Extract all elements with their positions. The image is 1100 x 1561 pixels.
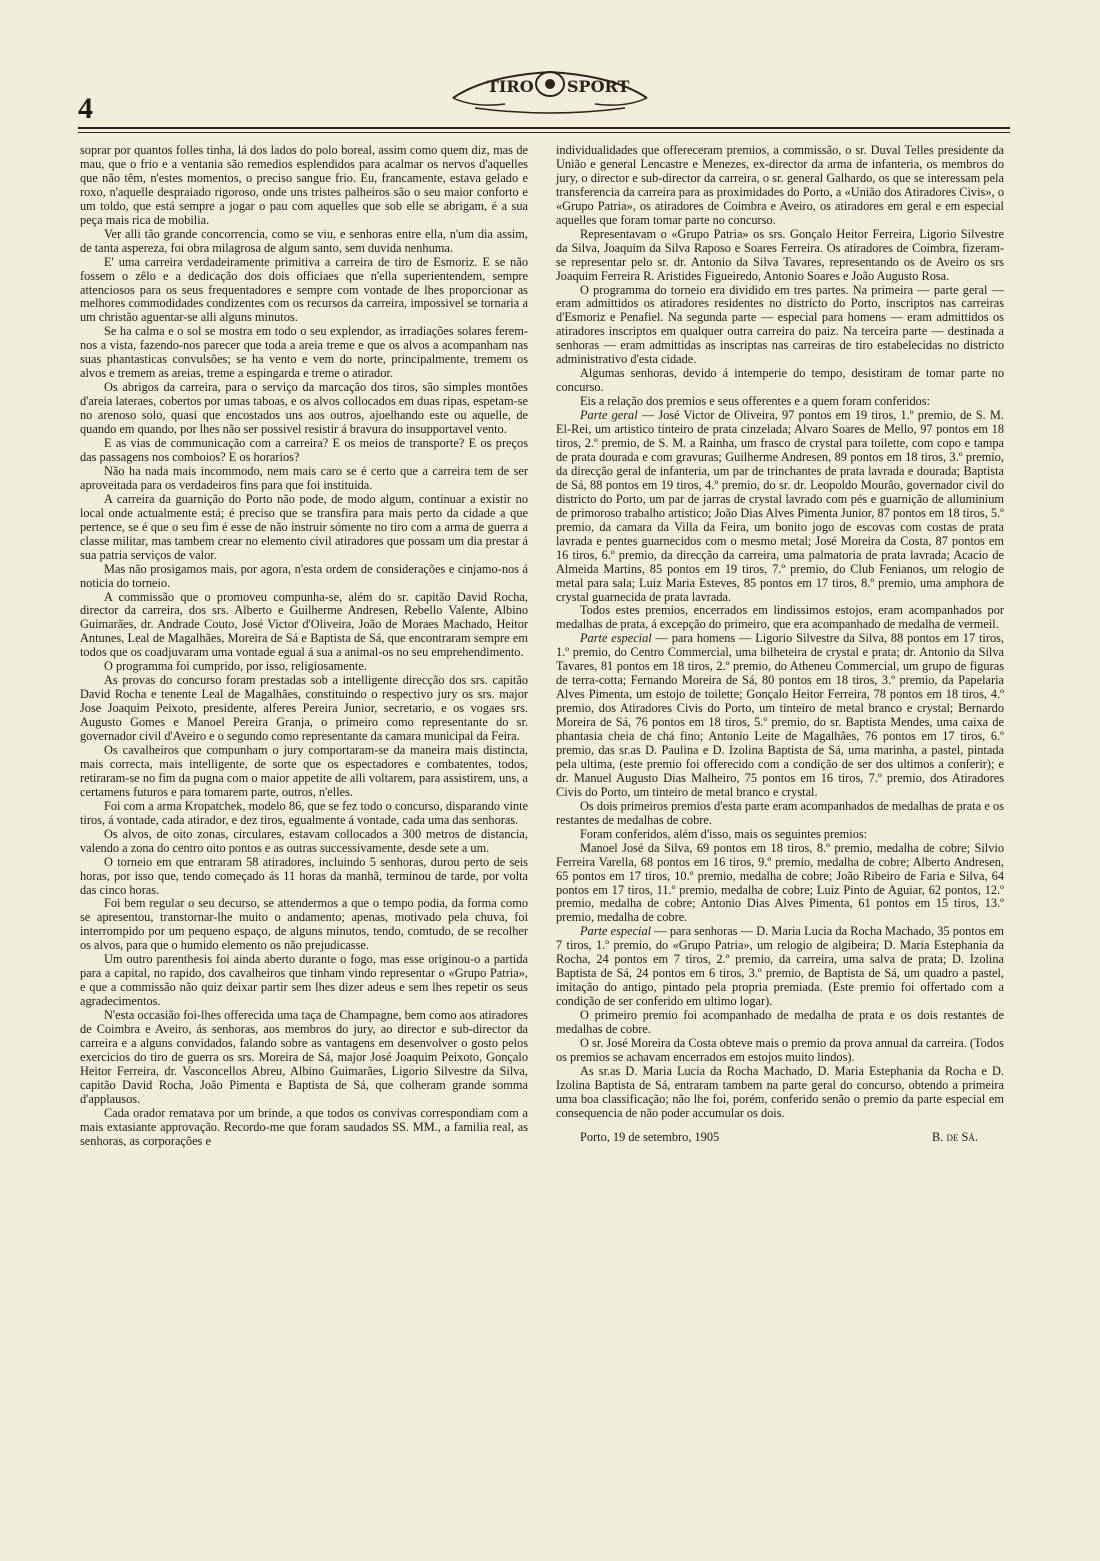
- paragraph: Ver alli tão grande concorrencia, como se viu, e senhoras entre ella, n'um dia assim, de tanta aspereza, foi obra milagrosa de algum santo, sem duvida nenhuma.: [80, 226, 528, 255]
- paragraph: individualidades que offereceram premios, a commissão, o sr. Duval Telles presidente da União e general Lencastre e Menezes, ex-director da arma de infanteria, os membros do jury, o director e sub-director da carreira, o sr. general Galhardo, os que se interessam pela transferencia da carreira para as proximidades do Porto, a «União dos Atiradores Civis», o «Grupo Patria», os atiradores de Coimbra e Aveiro, os atiradores em geral e em especial aquelles que foram tomar parte no concurso.: [556, 143, 1004, 227]
- prize-list-text: — para senhoras — D. Maria Lucia da Rocha Machado, 35 pontos em 7 tiros, 1.º premio, do «Grupo Patria», um relogio de algibeira; D. Maria Estephania da Rocha, 24 pontos em 7 tiros, 2.º premio, da carreira, uma salva de prata; D. Izolina Baptista de Sá, 24 pontos em 6 tiros, 3.º premio, de Baptista de Sá, um quadro a pastel, imitação do antigo, pintado pela propria premiada. (Este premio foi offertado com a condição de ser conferido em ultimo logar).: [556, 924, 1004, 1009]
- paragraph: Cada orador rematava por um brinde, a que todos os convivas correspondiam com a mais extasiante approvação. Recordo-me que foram saudados SS. MM., a familia real, as senhoras, as corporações e: [80, 1105, 528, 1148]
- right-column: [556, 144, 1004, 1145]
- paragraph: As sr.as D. Maria Lucia da Rocha Machado, D. Maria Estephania da Rocha e D. Izolina Baptista de Sá, entraram tambem na parte geral do concurso, obtendo a primeira uma boa classificação; não lhe foi, porém, conferido senão o premio da parte especial em consequencia de não poder accumular os dois.: [556, 1063, 1004, 1120]
- section-heading: Parte especial: [580, 924, 652, 939]
- paragraph: N'esta occasião foi-lhes offerecida uma taça de Champagne, bem como aos atiradores de Coimbra e Aveiro, ás senhoras, aos membros do jury, ao director e sub-director da carreira e a alguns convidados, falando sobre as vantagens em desenvolver o gosto pelos exercicios do tiro de guerra os srs. Moreira de Sá, major José Joaquim Peixoto, Gonçalo Heitor Ferreira, dr. Vasconcellos Abreu, Albino Guimarães, Ligorio Silvestre da Silva, capitão David Rocha, João Pimenta e Baptista de Sá, que colheram grande somma d'applausos.: [80, 1008, 528, 1106]
- prize-list-text: — para homens — Ligorio Silvestre da Silva, 88 pontos em 17 tiros, 1.º premio, do Centro Commercial, uma bilheteira de crystal e prata; dr. Antonio da Silva Tavares, 81 pontos em 18 tiros, 2.º premio, do Atheneu Commercial, um grupo de figuras de terra-cotta; Fernando Moreira de Sá, 80 pontos em 18 tiros, 3.º premio, da Papelaria Alves Pimenta, um estojo de toilette; Gonçalo Heitor Ferreira, 78 pontos em 18 tiros, 4.º premio, dos Atiradores Civis do Porto, um tinteiro de metal branco e crystal; Bernardo Moreira de Sá, 76 pontos em 18 tiros, 5.º premio, do sr. Baptista Mendes, uma caixa de phantasia cheia de chá fino; Antonio Leite de Magalhães, 76 pontos em 17 tiros, 6.º premio, das sr.as D. Paulina e D. Izolina Baptista de Sá, uma marinha, a pastel, pintada pela ultima, (este premio foi offerecido com a condição de ser dos ultimos a conferir); e dr. Manuel Augusto Dias Malheiro, 75 pontos em 16 tiros, 7.º premio, dos Atiradores Civis do Porto, um tinteiro de metal branco e crystal.: [556, 631, 1005, 799]
- paragraph: Não ha nada mais incommodo, nem mais caro se é certo que a carreira tem de ser aproveitada para os verdadeiros fins para que foi instituida.: [80, 463, 528, 492]
- section-heading: Parte geral: [580, 408, 638, 423]
- header-rule-thin: [78, 132, 1010, 133]
- page-number: 4: [78, 92, 93, 125]
- paragraph: Foram conferidos, além d'isso, mais os seguintes premios:: [580, 826, 868, 841]
- place-date: Porto, 19 de setembro, 1905: [580, 1129, 720, 1144]
- prize-list-parte-especial-senhoras: [556, 925, 1004, 1009]
- paragraph: Eis a relação dos premios e seus offerentes e a quem foram conferidos:: [580, 394, 931, 409]
- paragraph: E as vias de communicação com a carreira? E os meios de transporte? E os preços das passagens nos comboios? E os horarios?: [80, 436, 528, 464]
- paragraph: Um outro parenthesis foi ainda aberto durante o fogo, mas esse originou-o a partida para a capital, no rapido, dos cavalheiros que tinham vindo representar o «Grupo Patria», e que a commissão não quiz deixar partir sem lhes dizer adeus e sem lhes repetir os seus agradecimentos.: [80, 952, 528, 1009]
- prize-list-parte-geral: [556, 409, 1004, 604]
- paragraph: Foi com a arma Kropatchek, modelo 86, que se fez todo o concurso, disparando vinte tiros, á vontade, cada atirador, e dez tiros, egualmente á vontade, cada uma das senhoras.: [80, 798, 528, 827]
- paragraph: Foi bem regular o seu decurso, se attendermos a que o tempo podia, da forma como se apresentou, transtornar-lhe muito o andamento; apenas, motivado pela chuva, foi interrompido por um pequeno espaço, de alguns minutos, tendo, comtudo, de se recolher os alvos, para que o humido elemento os não prejudicasse.: [80, 896, 528, 953]
- paragraph: Representavam o «Grupo Patria» os srs. Gonçalo Heitor Ferreira, Ligorio Silvestre da Silva, Joaquim da Silva Raposo e Soares Ferreira. Os atiradores de Coimbra, fizeram-se representar pelo sr. dr. Antonio da Silva Tavares, representando os de Aveiro os srs Joaquim Ferreira R. Aristides Figueiredo, Antonio Soares e João Augusto Rosa.: [556, 226, 1004, 283]
- paragraph: Os dois primeiros premios d'esta parte eram acompanhados de medalhas de prata e os restantes de medalhas de cobre.: [556, 798, 1004, 827]
- section-heading: Parte especial: [580, 631, 652, 646]
- paragraph: Os alvos, de oito zonas, circulares, estavam collocados a 300 metros de distancia, valendo a zona do centro oito pontos e as outras successivamente, desde sete a um.: [80, 826, 528, 855]
- prize-list-parte-especial-homens: [556, 632, 1004, 799]
- paragraph: Manoel José da Silva, 69 pontos em 18 tiros, 8.º premio, medalha de cobre; Silvio Ferreira Varella, 68 pontos em 16 tiros, 9.º premio, medalha de cobre; Alberto Andresen, 65 pontos em 17 tiros, 10.º premio, medalha de cobre; João Ribeiro de Faria e Silva, 64 pontos em 17 tiros, 11.º premio, medalha de cobre; Luiz Pinto de Aguiar, 62 pontos, 12.º premio, medalha de cobre; Antonio Dias Alves Pimenta, 61 pontos em 15 tiros, 13.º premio, medalha de cobre.: [556, 840, 1004, 925]
- header-rule: [78, 127, 1010, 129]
- svg-text:TIRO: TIRO: [487, 77, 534, 96]
- paragraph: Mas não prosigamos mais, por agora, n'esta ordem de considerações e cinjamo-nos á noticia do torneio.: [80, 561, 528, 590]
- paragraph: Algumas senhoras, devido á intemperie do tempo, desistiram de tomar parte no concurso.: [556, 366, 1004, 395]
- paragraph: A commissão que o promoveu compunha-se, além do sr. capitão David Rocha, director da carreira, dos srs. Alberto e Guilherme Andresen, Rebello Valente, Albino Guimarães, dr. Andrade Couto, José Victor d'Oliveira, João de Moraes Machado, Heitor Antunes, Leal de Magalhães, Moreira de Sá e Baptista de Sá, que encontraram sempre em todos que os coadjuvaram uma vontade egual á sua a animal-os no seu emprehendimento.: [80, 589, 528, 660]
- paragraph: O programma do torneio era dividido em tres partes. Na primeira — parte geral — eram admittidos os atiradores residentes no districto do Porto, inscriptos nas carreiras d'Esmoriz e Penafiel. Na segunda parte — especial para homens — eram admittidos os atiradores inscriptos em qualquer outra carreira do paiz. Na terceira parte — destinada a senhoras — eram admittidas as inscriptas nas carreiras de tiro estabelecidas no districto administrativo d'esta cidade.: [556, 282, 1004, 367]
- masthead-logo: [445, 58, 655, 114]
- paragraph: Os cavalheiros que compunham o jury comportaram-se da maneira mais distincta, mais correcta, mais intelligente, de sorte que os espectadores e combatentes, todos, retiraram-se no fim da pugna com o maior appetite de alli voltarem, para assistirem, uns, a certamens futuros e para tomarem parte, outros, n'elles.: [80, 742, 528, 799]
- paragraph: E' uma carreira verdadeiramente primitiva a carreira de tiro de Esmoriz. E se não fossem o zêlo e a dedicação dos dois officiaes que n'ella superientendem, sempre attenciosos para os seus frequentadores e sempre com vontade de lhes proporcionar as melhores commodidades condizentes com os recursos da carreira, impossivel se tornaria a um christão aguentar-se alli alguns minutos.: [80, 254, 528, 325]
- svg-text:SPORT: SPORT: [567, 77, 630, 96]
- paragraph: A carreira da guarnição do Porto não pode, de modo algum, continuar a existir no local onde actualmente está; é preciso que se transfira para mais perto da cidade a que pertence, se é que o seu fim é esse de não instruir sómente no tiro com a arma de guerra a classe militar, mas tambem crear no elemento civil atiradores que possam um dia prestar á sua patria serviços de valor.: [80, 491, 528, 562]
- paragraph: O primeiro premio foi acompanhado de medalha de prata e os dois restantes de medalhas de cobre.: [556, 1008, 1004, 1037]
- author-signature: B. de Sá.: [932, 1129, 978, 1144]
- paragraph: Se ha calma e o sol se mostra em todo o seu explendor, as irradiações solares ferem-nos a vista, fazendo-nos parecer que toda a areia treme e que os alvos a acompanham nas suas phantasticas convulsões; se ha vento e vem do norte, principalmente, tremem os alvos e tremem as areias, treme a espingarda e treme o atirador.: [80, 324, 528, 381]
- paragraph: O programma foi cumprido, por isso, religiosamente.: [104, 659, 367, 674]
- paragraph: O sr. José Moreira da Costa obteve mais o premio da prova annual da carreira. (Todos os premios se achavam encerrados em estojos muito lindos).: [556, 1036, 1004, 1064]
- paragraph: Todos estes premios, encerrados em lindissimos estojos, eram acompanhados por medalhas de prata, á excepção do primeiro, que era acompanhado de medalha de vermeil.: [556, 603, 1004, 632]
- signature-line: [556, 1131, 1004, 1145]
- paragraph: O torneio em que entraram 58 atiradores, incluindo 5 senhoras, durou perto de seis horas, por isso que, tendo começado ás 11 horas da manhã, terminou de tarde, por volta das cinco horas.: [80, 854, 528, 897]
- left-column: [80, 144, 528, 1149]
- paragraph: soprar por quantos folles tinha, lá dos lados do polo boreal, assim como quem diz, mas de mau, que o frio e a ventania são remedios esplendidos para acalmar os nervos d'aquelles que não têm, n'estes momentos, o preciso sangue frio. Eu, francamente, estava gelado e roxo, n'aquelle despraiado rigoroso, onde uns tristes palheiros são o seu maior conforto e um toldo, que está sempre a jogar o pau com aquelles que sob elle se abrigam, é a sua peça mais rica de mobilia.: [80, 143, 528, 227]
- prize-list-text: — José Victor de Oliveira, 97 pontos em 19 tiros, 1.º premio, de S. M. El-Rei, um artistico tinteiro de prata cinzelada; Alvaro Soares de Mello, 97 pontos em 18 tiros, 2.º premio, de S. M. a Rainha, um frasco de crystal para toilette, com copo e tampa de prata dourada e com gravuras; Guilherme Andresen, 89 pontos em 18 tiros, 3.º premio, da direcção geral de infanteria, um par de trinchantes de prata lavrada e dourada; Baptista de Sá, 88 pontos em 19 tiros, 4.º premio, do sr. dr. Leopoldo Mourão, governador civil do districto do Porto, um par de jarras de crystal lavrado com pés e guarnição de alluminium de primoroso trabalho artistico; João Dias Alves Pimenta Junior, 87 pontos em 18 tiros, 5.º premio, da camara da Villa da Feira, um bonito jogo de escovas com costas de prata lavrada e pentes guarnecidos com o mesmo metal; José Moreira da Costa, 87 pontos em 16 tiros, 6.º premio, da direcção da carreira, uma palmatoria de prata lavrada; Acacio de Almeida Martins, 85 pontos em 19 tiros, 7.º premio, do Club Fenianos, um relogio de metal para sala; Luiz Maria Esteves, 85 pontos em 17 tiros, 8.º premio, uma amphora de crystal guarnecida de prata lavrada.: [556, 408, 1004, 604]
- paragraph: Os abrigos da carreira, para o serviço da marcação dos tiros, são simples montões d'areia lateraes, cobertos por umas taboas, e os alvos collocados em duas ripas, espetam-se no arenoso solo, quasi que encostados uns aos outros, ajoelhando este ou aquelle, de quando em quando, por lhes não ser possivel resistir á bravura do insupportavel vento.: [80, 380, 528, 437]
- paragraph: As provas do concurso foram prestadas sob a intelligente direcção dos srs. capitão David Rocha e tenente Leal de Magalhães, constituindo o respectivo jury os srs. major Jose Joaquim Peixoto, presidente, alferes Pereira Junior, secretario, e os vogaes srs. Augusto Gomes e Manoel Pereira Granja, o primeiro como representante do sr. governador civil d'Aveiro e o segundo como representante da camara municipal da Feira.: [80, 673, 528, 744]
